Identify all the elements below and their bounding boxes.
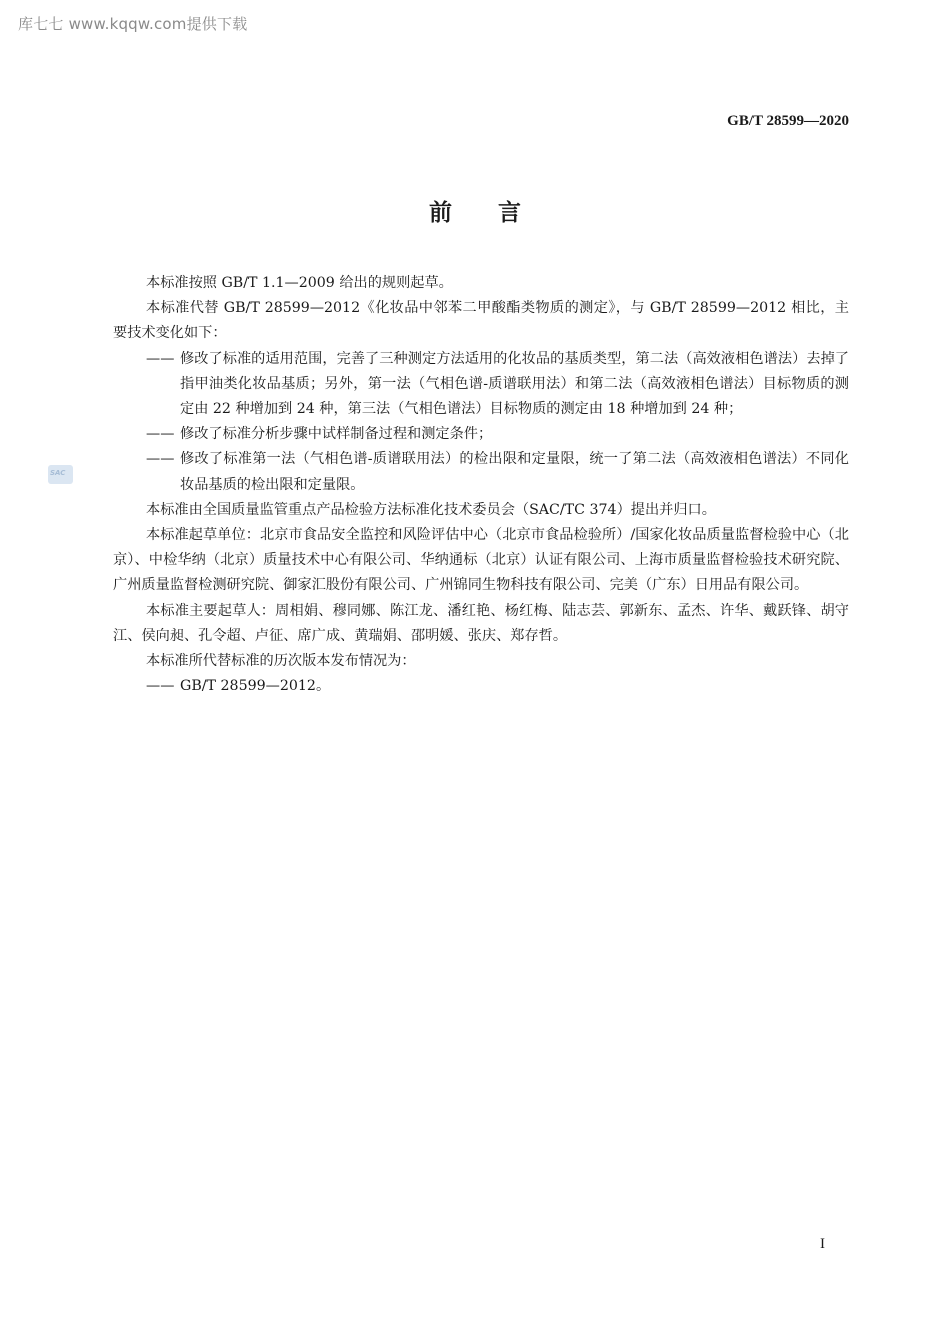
history-text: GB/T 28599—2012。 [180, 678, 331, 695]
paragraph-replacement: 本标准代替 GB/T 28599—2012《化妆品中邻苯二甲酸酯类物质的测定》，与 GB/T 28599—2012 相比，主要技术变化如下： [113, 300, 849, 342]
sac-logo-icon [48, 465, 73, 484]
list-item-change [113, 347, 849, 423]
paragraph-committee: 本标准由全国质量监管重点产品检验方法标准化技术委员会（SAC/TC 374）提出并归口。 [146, 501, 716, 518]
change-text: 修改了标准的适用范围，完善了三种测定方法适用的化妆品的基质类型，第二法（高效液相色谱法）去掉了指甲油类化妆品基质；另外，第一法（气相色谱-质谱联用法）和第二法（高效液相色谱法）目标物质的测定由 22 种增加到 24 种，第三法（气相色谱法）目标物质的测定由 18 种增加到 24 种； [180, 350, 849, 418]
dash-marker: —— [146, 350, 175, 367]
paragraph-drafting-rules: 本标准按照 GB/T 1.1—2009 给出的规则起草。 [146, 275, 453, 291]
watermark-text: 库七七 www.kqqw.com提供下载 [18, 15, 248, 33]
list-item-change [113, 422, 849, 447]
paragraph-history-intro: 本标准所代替标准的历次版本发布情况为： [146, 653, 416, 670]
change-text: 修改了标准分析步骤中试样制备过程和测定条件； [180, 426, 493, 443]
paragraph-drafting-units: 本标准起草单位：北京市食品安全监控和风险评估中心（北京市食品检验所）/国家化妆品质量监督检验中心（北京）、中检华纳（北京）质量技术中心有限公司、华纳通标（北京）认证有限公司、上海市质量监督检验技术研究院、广州质量监督检测研究院、御家汇股份有限公司、广州锦同生物科技有限公司、完美（广东）日用品有限公司。 [113, 527, 849, 594]
dash-marker: —— [146, 426, 175, 443]
paragraph-drafters: 本标准主要起草人：周相娟、穆同娜、陈江龙、潘红艳、杨红梅、陆志芸、郭新东、孟杰、许华、戴跃锋、胡守江、侯向昶、孔令超、卢征、席广成、黄瑞娟、邵明媛、张庆、郑存哲。 [113, 602, 849, 644]
page-title: 前言 [429, 200, 567, 226]
dash-marker: —— [146, 451, 175, 468]
sac-logo-text: SAC [50, 469, 66, 477]
dash-marker: —— [146, 678, 175, 695]
list-item-history [113, 674, 849, 699]
list-item-change [113, 447, 849, 497]
standard-number: GB/T 28599—2020 [727, 113, 849, 129]
change-text: 修改了标准第一法（气相色谱-质谱联用法）的检出限和定量限，统一了第二法（高效液相色谱法）不同化妆品基质的检出限和定量限。 [180, 451, 849, 493]
preface-body [113, 271, 849, 699]
page-number: I [820, 1236, 825, 1252]
